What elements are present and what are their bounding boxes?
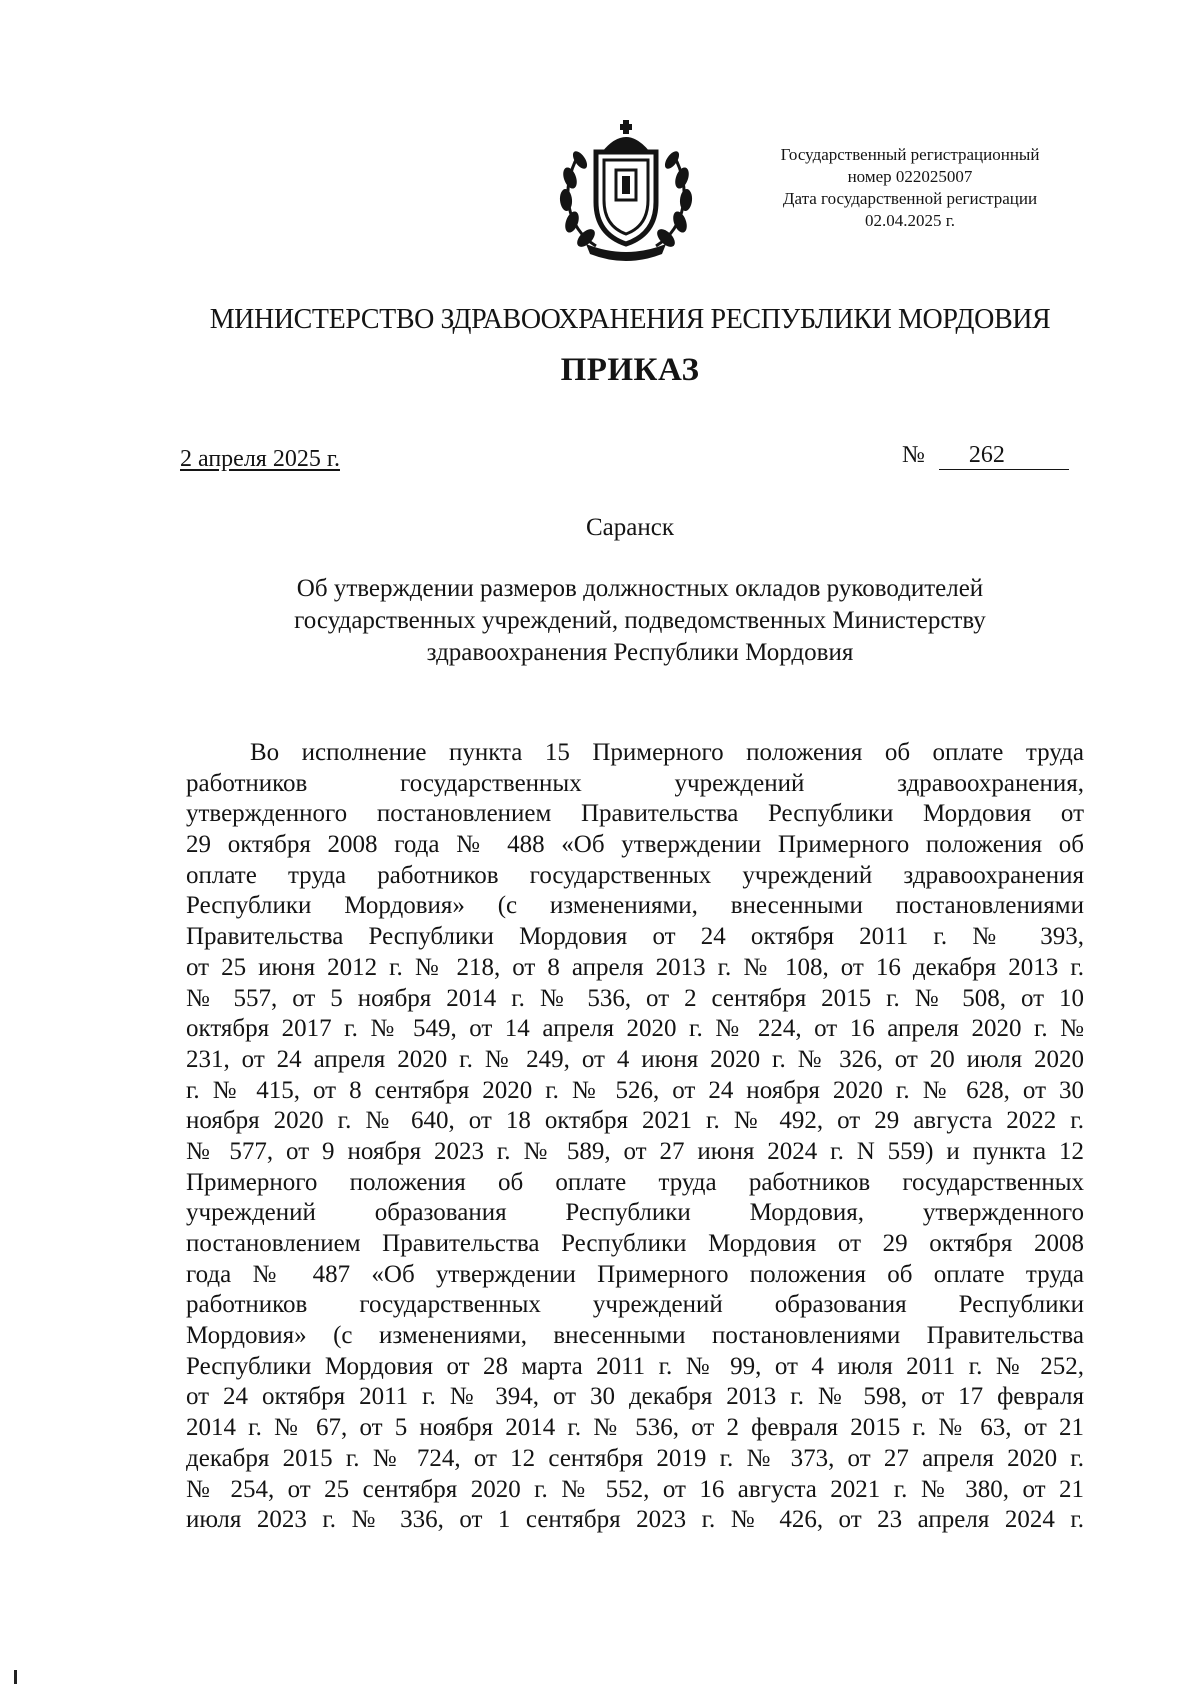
order-number: 262 [939, 442, 1069, 470]
body-line: г. № 415, от 8 сентября 2020 г. № 526, от 24 ноября 2020 г. № 628, от 30 [186, 1076, 1084, 1104]
document-type: ПРИКАЗ [560, 352, 700, 388]
body-line: от 24 октября 2011 г. № 394, от 30 декабря 2013 г. № 598, от 17 февраля [186, 1383, 1084, 1411]
body-line: работников государственных учреждений здравоохранения, [186, 769, 1084, 797]
title-line: здравоохранения Республики Мордовия [426, 639, 854, 666]
scan-corner-mark [14, 1670, 17, 1684]
body-line: утвержденного постановлением Правительства Республики Мордовия от [186, 800, 1084, 828]
order-date: 2 апреля 2025 г. [180, 446, 340, 472]
body-line: Республики Мордовия» (с изменениями, внесенными постановлениями [186, 892, 1084, 920]
republic-of-mordovia-coat-of-arms-icon [556, 118, 696, 263]
number-sign: № [902, 442, 925, 468]
body-line: постановлением Правительства Республики Мордовия от 29 октября 2008 [186, 1230, 1084, 1257]
registration-block [730, 144, 1090, 232]
body-line: 29 октября 2008 года № 488 «Об утверждении Примерного положения об [186, 831, 1084, 859]
body-line: № 254, от 25 сентября 2020 г. № 552, от 16 августа 2021 г. № 380, от 21 [186, 1475, 1084, 1503]
body-line: Во исполнение пункта 15 Примерного положения об оплате труда [250, 739, 1084, 766]
body-line: Республики Мордовия от 28 марта 2011 г. № 99, от 4 июля 2011 г. № 252, [186, 1352, 1084, 1380]
title-line: государственных учреждений, подведомственных Министерству [294, 607, 986, 634]
order-number-block [902, 442, 1069, 470]
ministry-name: МИНИСТЕРСТВО ЗДРАВООХРАНЕНИЯ РЕСПУБЛИКИ МОРДОВИЯ [209, 304, 1051, 335]
order-title [200, 573, 1080, 669]
body-line: июля 2023 г. № 336, от 1 сентября 2023 г. № 426, от 23 апреля 2024 г. [186, 1506, 1084, 1534]
body-line: оплате труда работников государственных учреждений здравоохранения [186, 861, 1084, 889]
order-body [186, 738, 1084, 1536]
body-line: 2014 г. № 67, от 5 ноября 2014 г. № 536, от 2 февраля 2015 г. № 63, от 21 [186, 1414, 1084, 1442]
title-line: Об утверждении размеров должностных окладов руководителей [296, 575, 984, 602]
body-line: Мордовия» (с изменениями, внесенными постановлениями Правительства [186, 1322, 1084, 1350]
body-line: № 557, от 5 ноября 2014 г. № 536, от 2 сентября 2015 г. № 508, от 10 [186, 984, 1084, 1012]
city: Саранск [586, 514, 674, 541]
body-line: 231, от 24 апреля 2020 г. № 249, от 4 июня 2020 г. № 326, от 20 июля 2020 [186, 1045, 1084, 1073]
body-line: работников государственных учреждений образования Республики [186, 1291, 1084, 1319]
body-line: октября 2017 г. № 549, от 14 апреля 2020 г. № 224, от 16 апреля 2020 г. № [186, 1015, 1084, 1043]
registration-date: 02.04.2025 г. [864, 211, 956, 230]
registration-number: номер 022025007 [847, 167, 973, 186]
registration-line: Дата государственной регистрации [782, 189, 1038, 208]
body-line: года № 487 «Об утверждении Примерного положения об оплате труда [186, 1260, 1084, 1288]
body-line: Примерного положения об оплате труда работников государственных [186, 1168, 1084, 1196]
body-line: декабря 2015 г. № 724, от 12 сентября 2019 г. № 373, от 27 апреля 2020 г. [186, 1444, 1084, 1472]
body-line: ноября 2020 г. № 640, от 18 октября 2021 г. № 492, от 29 августа 2022 г. [186, 1107, 1084, 1135]
registration-line: Государственный регистрационный [780, 145, 1040, 164]
body-line: учреждений образования Республики Мордовия, утвержденного [186, 1199, 1084, 1227]
body-line: № 577, от 9 ноября 2023 г. № 589, от 27 июня 2024 г. N 559) и пункта 12 [186, 1137, 1084, 1165]
body-line: Правительства Республики Мордовия от 24 октября 2011 г. № 393, [186, 923, 1084, 951]
body-line: от 25 июня 2012 г. № 218, от 8 апреля 2013 г. № 108, от 16 декабря 2013 г. [186, 953, 1084, 981]
